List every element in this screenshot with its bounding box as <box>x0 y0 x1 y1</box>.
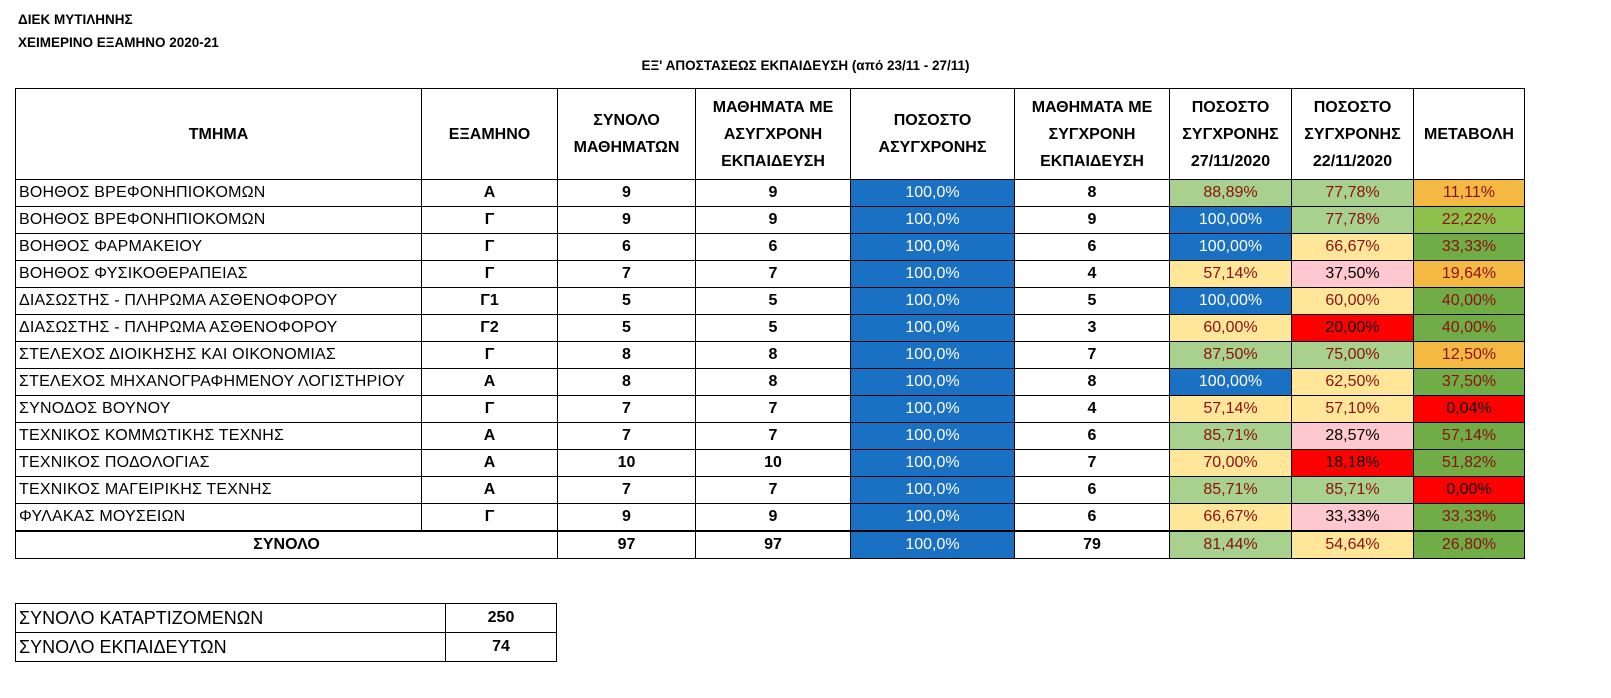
dept-cell: ΣΤΕΛΕΧΟΣ ΔΙΟΙΚΗΣΗΣ ΚΑΙ ΟΙΚΟΝΟΜΙΑΣ <box>16 342 422 369</box>
summary-label: ΣΥΝΟΛΟ ΚΑΤΑΡΤΙΖΟΜΕΝΩΝ <box>16 604 446 633</box>
change-cell: 11,11% <box>1414 180 1525 207</box>
table-row <box>16 234 1525 261</box>
async-courses-cell: 5 <box>696 315 851 342</box>
change-cell: 57,14% <box>1414 423 1525 450</box>
async-pct-cell: 100,0% <box>851 207 1015 234</box>
async-courses-cell: 10 <box>696 450 851 477</box>
dept-cell: ΒΟΗΘΟΣ ΦΥΣΙΚΟΘΕΡΑΠΕΙΑΣ <box>16 261 422 288</box>
change-cell: 51,82% <box>1414 450 1525 477</box>
total-courses-cell: 9 <box>558 504 696 532</box>
summary-row <box>16 633 557 662</box>
semester-cell: Γ <box>422 207 558 234</box>
sync-pct-22-cell: 85,71% <box>1292 477 1414 504</box>
col-header-sync-courses: ΜΑΘΗΜΑΤΑ ΜΕ ΣΥΓΧΡΟΝΗ ΕΚΠΑΙΔΕΥΣΗ <box>1015 89 1170 180</box>
total-courses-cell: 5 <box>558 288 696 315</box>
sync-courses-cell: 7 <box>1015 450 1170 477</box>
change-cell: 37,50% <box>1414 369 1525 396</box>
change-cell: 0,00% <box>1414 477 1525 504</box>
sync-pct-22-cell: 37,50% <box>1292 261 1414 288</box>
sync-pct-27-cell: 100,00% <box>1170 369 1292 396</box>
sync-courses-cell: 3 <box>1015 315 1170 342</box>
async-courses-cell: 6 <box>696 234 851 261</box>
semester-cell: Γ <box>422 261 558 288</box>
table-row <box>16 315 1525 342</box>
dept-cell: ΣΥΝΟΔΟΣ ΒΟΥΝΟΥ <box>16 396 422 423</box>
total-courses-cell: 8 <box>558 342 696 369</box>
total-courses-cell: 8 <box>558 369 696 396</box>
async-courses-cell: 5 <box>696 288 851 315</box>
sync-pct-27-cell: 81,44% <box>1170 531 1292 559</box>
total-courses-cell: 97 <box>558 531 696 559</box>
async-courses-cell: 8 <box>696 342 851 369</box>
sync-pct-22-cell: 57,10% <box>1292 396 1414 423</box>
semester-cell: Α <box>422 369 558 396</box>
dept-cell: ΒΟΗΘΟΣ ΦΑΡΜΑΚΕΙΟΥ <box>16 234 422 261</box>
dept-cell: ΤΕΧΝΙΚΟΣ ΠΟΔΟΛΟΓΙΑΣ <box>16 450 422 477</box>
async-pct-cell: 100,0% <box>851 396 1015 423</box>
change-cell: 0,04% <box>1414 396 1525 423</box>
total-courses-cell: 10 <box>558 450 696 477</box>
dept-cell: ΒΟΗΘΟΣ ΒΡΕΦΟΝΗΠΙΟΚΟΜΩΝ <box>16 180 422 207</box>
change-cell: 40,00% <box>1414 288 1525 315</box>
school-name: ΔΙΕΚ ΜΥΤΙΛΗΝΗΣ <box>18 12 133 27</box>
async-pct-cell: 100,0% <box>851 180 1015 207</box>
semester-cell: Γ <box>422 504 558 532</box>
sync-pct-27-cell: 88,89% <box>1170 180 1292 207</box>
change-cell: 33,33% <box>1414 504 1525 532</box>
sync-courses-cell: 6 <box>1015 234 1170 261</box>
header-row <box>16 89 1525 180</box>
sync-courses-cell: 6 <box>1015 423 1170 450</box>
change-cell: 26,80% <box>1414 531 1525 559</box>
sync-pct-27-cell: 66,67% <box>1170 504 1292 532</box>
col-header-department: ΤΜΗΜΑ <box>16 89 422 180</box>
table-row <box>16 477 1525 504</box>
summary-value: 74 <box>446 633 557 662</box>
async-pct-cell: 100,0% <box>851 288 1015 315</box>
sync-courses-cell: 4 <box>1015 261 1170 288</box>
table-row <box>16 180 1525 207</box>
sync-courses-cell: 4 <box>1015 396 1170 423</box>
total-courses-cell: 7 <box>558 477 696 504</box>
sync-pct-27-cell: 100,00% <box>1170 234 1292 261</box>
semester-title: ΧΕΙΜΕΡΙΝΟ ΕΞΑΜΗΝΟ 2020-21 <box>18 35 219 50</box>
table-row <box>16 207 1525 234</box>
table-row <box>16 504 1525 532</box>
sync-pct-27-cell: 100,00% <box>1170 207 1292 234</box>
table-subtitle: ΕΞ' ΑΠΟΣΤΑΣΕΩΣ ΕΚΠΑΙΔΕΥΣΗ (από 23/11 - 27/11) <box>641 58 970 73</box>
async-pct-cell: 100,0% <box>851 423 1015 450</box>
sync-courses-cell: 6 <box>1015 477 1170 504</box>
semester-cell: Γ <box>422 396 558 423</box>
sync-courses-cell: 6 <box>1015 504 1170 532</box>
courses-table <box>15 88 1525 559</box>
sync-courses-cell: 7 <box>1015 342 1170 369</box>
dept-cell: ΔΙΑΣΩΣΤΗΣ - ΠΛΗΡΩΜΑ ΑΣΘΕΝΟΦΟΡΟΥ <box>16 315 422 342</box>
dept-cell: ΤΕΧΝΙΚΟΣ ΚΟΜΜΩΤΙΚΗΣ ΤΕΧΝΗΣ <box>16 423 422 450</box>
dept-cell: ΣΤΕΛΕΧΟΣ ΜΗΧΑΝΟΓΡΑΦΗΜΕΝΟΥ ΛΟΓΙΣΤΗΡΙΟΥ <box>16 369 422 396</box>
sync-pct-22-cell: 28,57% <box>1292 423 1414 450</box>
async-pct-cell: 100,0% <box>851 369 1015 396</box>
async-courses-cell: 7 <box>696 477 851 504</box>
semester-cell: Γ2 <box>422 315 558 342</box>
total-courses-cell: 7 <box>558 423 696 450</box>
col-header-async-courses: ΜΑΘΗΜΑΤΑ ΜΕ ΑΣΥΓΧΡΟΝΗ ΕΚΠΑΙΔΕΥΣΗ <box>696 89 851 180</box>
col-header-sync-pct-27: ΠΟΣΟΣΤΟ ΣΥΓΧΡΟΝΗΣ 27/11/2020 <box>1170 89 1292 180</box>
total-courses-cell: 7 <box>558 261 696 288</box>
semester-cell: Α <box>422 423 558 450</box>
total-courses-cell: 9 <box>558 180 696 207</box>
sync-pct-22-cell: 54,64% <box>1292 531 1414 559</box>
async-pct-cell: 100,0% <box>851 234 1015 261</box>
table-row <box>16 342 1525 369</box>
async-courses-cell: 9 <box>696 180 851 207</box>
semester-cell: Γ <box>422 342 558 369</box>
table-row <box>16 423 1525 450</box>
total-courses-cell: 9 <box>558 207 696 234</box>
sync-pct-22-cell: 62,50% <box>1292 369 1414 396</box>
sync-pct-22-cell: 75,00% <box>1292 342 1414 369</box>
sync-pct-27-cell: 100,00% <box>1170 288 1292 315</box>
table-row <box>16 261 1525 288</box>
total-courses-cell: 7 <box>558 396 696 423</box>
sync-pct-22-cell: 33,33% <box>1292 504 1414 532</box>
table-row <box>16 369 1525 396</box>
table-row <box>16 450 1525 477</box>
sync-courses-cell: 79 <box>1015 531 1170 559</box>
async-courses-cell: 7 <box>696 396 851 423</box>
semester-cell: Γ1 <box>422 288 558 315</box>
change-cell: 22,22% <box>1414 207 1525 234</box>
semester-cell: Α <box>422 180 558 207</box>
change-cell: 19,64% <box>1414 261 1525 288</box>
sync-pct-22-cell: 60,00% <box>1292 288 1414 315</box>
sync-pct-22-cell: 18,18% <box>1292 450 1414 477</box>
async-pct-cell: 100,0% <box>851 315 1015 342</box>
summary-value: 250 <box>446 604 557 633</box>
dept-cell: ΔΙΑΣΩΣΤΗΣ - ΠΛΗΡΩΜΑ ΑΣΘΕΝΟΦΟΡΟΥ <box>16 288 422 315</box>
sync-courses-cell: 8 <box>1015 180 1170 207</box>
sync-pct-22-cell: 77,78% <box>1292 207 1414 234</box>
sync-pct-27-cell: 70,00% <box>1170 450 1292 477</box>
change-cell: 12,50% <box>1414 342 1525 369</box>
semester-cell: Α <box>422 450 558 477</box>
sync-pct-27-cell: 85,71% <box>1170 477 1292 504</box>
sync-courses-cell: 9 <box>1015 207 1170 234</box>
change-cell: 40,00% <box>1414 315 1525 342</box>
async-pct-cell: 100,0% <box>851 450 1015 477</box>
semester-cell: Γ <box>422 234 558 261</box>
dept-cell: ΒΟΗΘΟΣ ΒΡΕΦΟΝΗΠΙΟΚΟΜΩΝ <box>16 207 422 234</box>
summary-label: ΣΥΝΟΛΟ ΕΚΠΑΙΔΕΥΤΩΝ <box>16 633 446 662</box>
sync-pct-22-cell: 77,78% <box>1292 180 1414 207</box>
dept-cell: ΤΕΧΝΙΚΟΣ ΜΑΓΕΙΡΙΚΗΣ ΤΕΧΝΗΣ <box>16 477 422 504</box>
semester-cell: Α <box>422 477 558 504</box>
total-label: ΣΥΝΟΛΟ <box>16 531 558 559</box>
async-pct-cell: 100,0% <box>851 504 1015 532</box>
async-courses-cell: 7 <box>696 261 851 288</box>
total-row <box>16 531 1525 559</box>
async-pct-cell: 100,0% <box>851 261 1015 288</box>
col-header-change: ΜΕΤΑΒΟΛΗ <box>1414 89 1525 180</box>
async-courses-cell: 8 <box>696 369 851 396</box>
async-courses-cell: 97 <box>696 531 851 559</box>
sync-pct-27-cell: 57,14% <box>1170 261 1292 288</box>
total-courses-cell: 5 <box>558 315 696 342</box>
change-cell: 33,33% <box>1414 234 1525 261</box>
sync-pct-22-cell: 66,67% <box>1292 234 1414 261</box>
async-pct-cell: 100,0% <box>851 342 1015 369</box>
table-row <box>16 396 1525 423</box>
sync-pct-27-cell: 60,00% <box>1170 315 1292 342</box>
summary-table <box>15 603 557 662</box>
dept-cell: ΦΥΛΑΚΑΣ ΜΟΥΣΕΙΩΝ <box>16 504 422 532</box>
table-row <box>16 288 1525 315</box>
async-pct-cell: 100,0% <box>851 477 1015 504</box>
col-header-semester: ΕΞΑΜΗΝΟ <box>422 89 558 180</box>
async-courses-cell: 9 <box>696 504 851 532</box>
sync-courses-cell: 8 <box>1015 369 1170 396</box>
async-courses-cell: 9 <box>696 207 851 234</box>
sync-pct-27-cell: 87,50% <box>1170 342 1292 369</box>
sync-pct-27-cell: 85,71% <box>1170 423 1292 450</box>
col-header-async-pct: ΠΟΣΟΣΤΟ ΑΣΥΓΧΡΟΝΗΣ <box>851 89 1015 180</box>
sync-courses-cell: 5 <box>1015 288 1170 315</box>
col-header-sync-pct-22: ΠΟΣΟΣΤΟ ΣΥΓΧΡΟΝΗΣ 22/11/2020 <box>1292 89 1414 180</box>
summary-row <box>16 604 557 633</box>
total-courses-cell: 6 <box>558 234 696 261</box>
sync-pct-22-cell: 20,00% <box>1292 315 1414 342</box>
sync-pct-27-cell: 57,14% <box>1170 396 1292 423</box>
col-header-total-courses: ΣΥΝΟΛΟ ΜΑΘΗΜΑΤΩΝ <box>558 89 696 180</box>
async-pct-cell: 100,0% <box>851 531 1015 559</box>
async-courses-cell: 7 <box>696 423 851 450</box>
